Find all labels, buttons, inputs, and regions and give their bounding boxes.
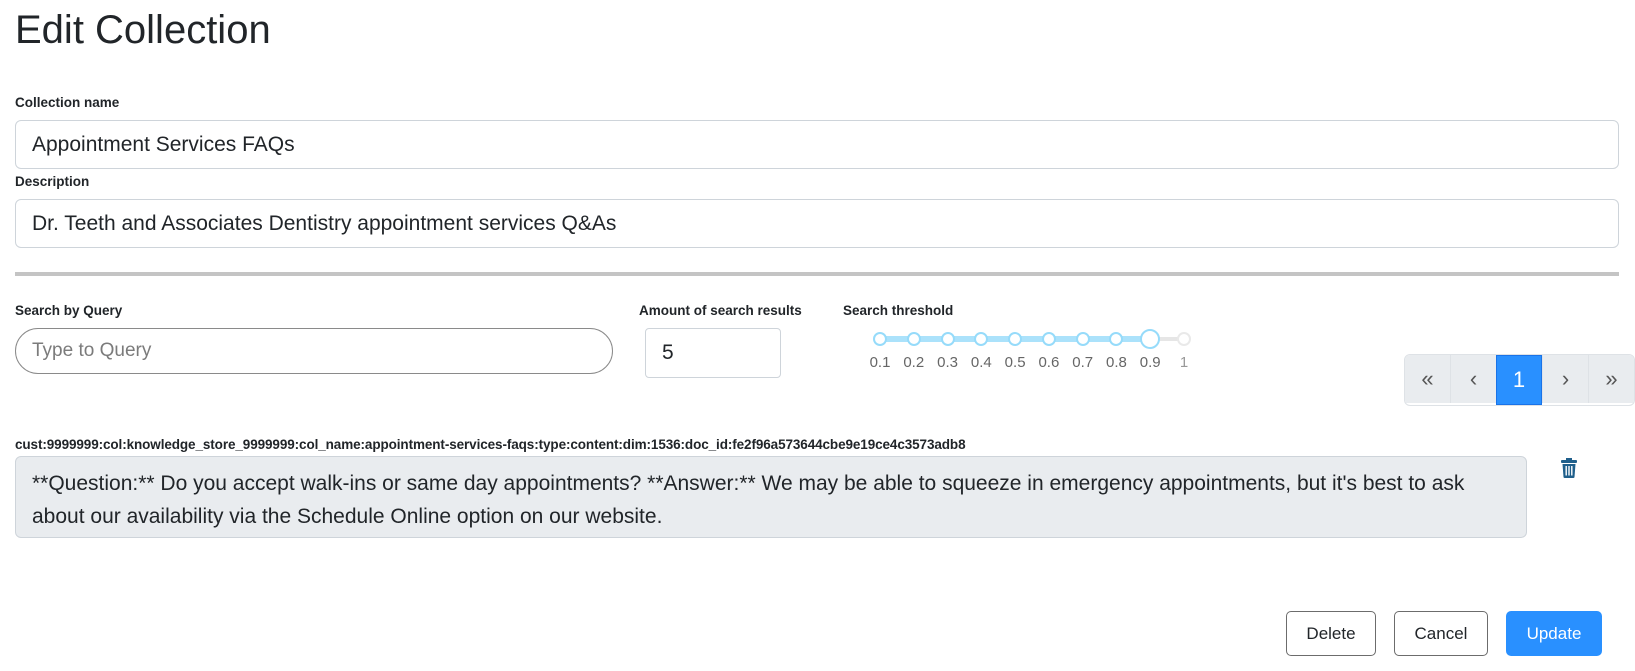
slider-mark-label: 0.6 (1038, 354, 1060, 371)
result-doc-id: cust:9999999:col:knowledge_store_9999999:col_name:appointment-services-faqs:type:content:dim:1536:doc_id:fe2f96a573644cbe9e19ce4c3573adb8 (15, 437, 966, 452)
collection-name-label: Collection name (15, 95, 120, 110)
pagination-next-button[interactable]: › (1542, 355, 1588, 403)
slider-dot (1008, 332, 1022, 346)
delete-button[interactable]: Delete (1286, 611, 1376, 656)
pagination (1404, 354, 1635, 406)
description-input[interactable]: Dr. Teeth and Associates Dentistry appointment services Q&As (15, 199, 1619, 248)
amount-results-label: Amount of search results (639, 303, 802, 318)
slider-mark-label: 0.8 (1106, 354, 1127, 371)
slider-mark-label: 0.5 (1004, 354, 1026, 371)
slider-mark-label: 0.2 (903, 354, 925, 371)
search-threshold-label: Search threshold (843, 303, 954, 318)
slider-mark-label: 1 (1179, 354, 1189, 371)
slider-dot (873, 332, 887, 346)
search-query-label: Search by Query (15, 303, 123, 318)
search-threshold-slider[interactable] (870, 320, 1200, 380)
slider-dot (1177, 332, 1191, 346)
amount-results-input[interactable]: 5 (645, 328, 781, 378)
search-query-input[interactable] (15, 328, 613, 374)
section-divider (15, 272, 1619, 276)
page-title: Edit Collection (15, 8, 271, 52)
update-button[interactable]: Update (1506, 611, 1602, 656)
slider-handle[interactable] (1140, 329, 1160, 349)
slider-dot (974, 332, 988, 346)
result-content[interactable]: **Question:** Do you accept walk-ins or same day appointments? **Answer:** We may be able to squeeze in emergency appointments, but it's best to ask about our availability via the Schedule Online option on our website. (15, 456, 1527, 538)
trash-icon[interactable] (1560, 458, 1578, 478)
slider-mark-label: 0.3 (937, 354, 958, 371)
slider-mark-label: 0.9 (1139, 354, 1161, 371)
cancel-button[interactable]: Cancel (1394, 611, 1488, 656)
collection-name-input[interactable]: Appointment Services FAQs (15, 120, 1619, 169)
slider-dot (1042, 332, 1056, 346)
pagination-page-1[interactable]: 1 (1496, 355, 1542, 405)
pagination-prev-button[interactable]: ‹ (1450, 355, 1496, 403)
slider-mark-label: 0.4 (970, 354, 992, 371)
slider-dot (907, 332, 921, 346)
slider-dot (1076, 332, 1090, 346)
pagination-first-button[interactable]: « (1405, 355, 1450, 403)
slider-dot (941, 332, 955, 346)
slider-mark-label: 0.7 (1072, 354, 1094, 371)
slider-dot (1109, 332, 1123, 346)
pagination-last-button[interactable]: » (1588, 355, 1634, 403)
description-label: Description (15, 174, 90, 189)
slider-mark-label: 0.1 (869, 354, 891, 371)
